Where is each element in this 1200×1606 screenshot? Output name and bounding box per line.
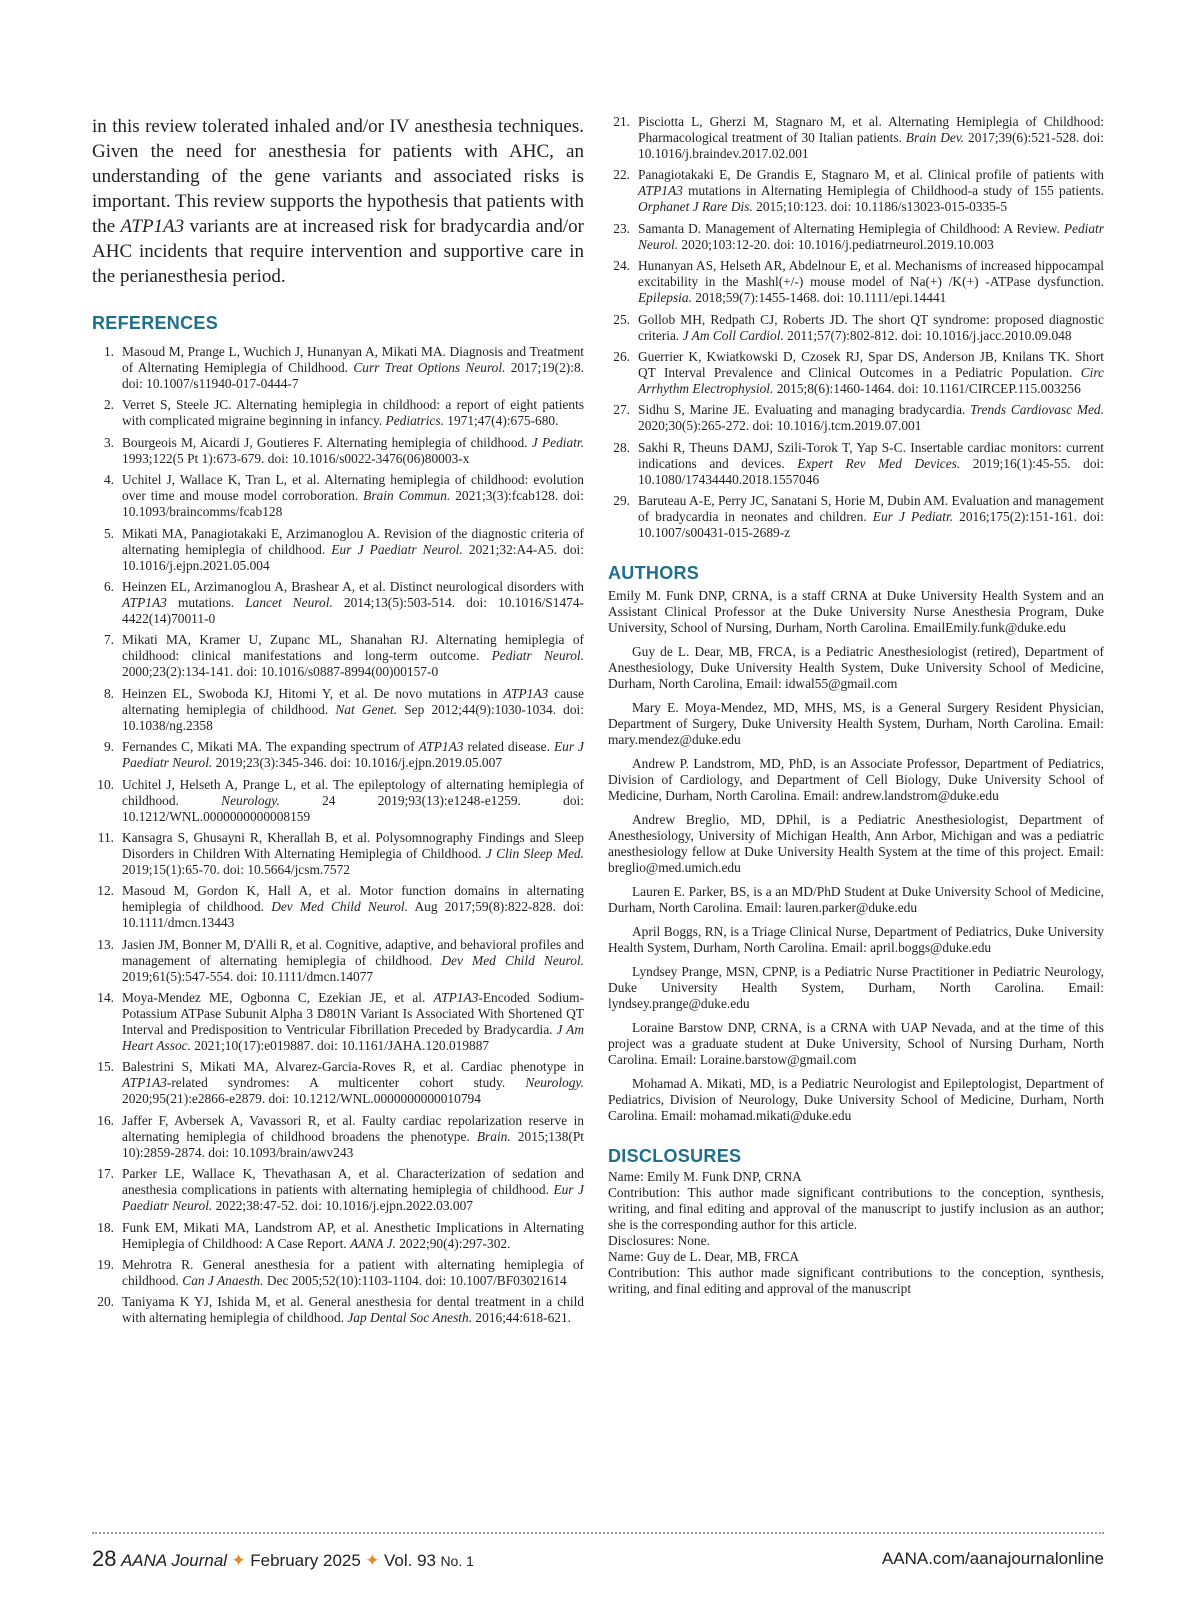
reference-number: 16. [97, 1112, 114, 1128]
reference-item [92, 579, 584, 627]
reference-text: Kansagra S, Ghusayni R, Kherallah B, et al. Polysomnography Findings and Sleep Disorders in Children With Alternating Hemiplegia of Childhood. J Clin Sleep Med. 2019;15(1):65-70. doi: 10.5664/jcsm.7572 [122, 829, 584, 877]
reference-text: Sidhu S, Marine JE. Evaluating and managing bradycardia. Trends Cardiovasc Med. 2020;30(5):265-272. doi: 10.1016/j.tcm.2019.07.001 [638, 402, 1104, 434]
reference-number: 13. [97, 936, 114, 952]
reference-item [92, 739, 584, 771]
authors-heading: AUTHORS [608, 563, 700, 584]
reference-number: 20. [97, 1294, 114, 1310]
reference-item [92, 1059, 584, 1107]
references-heading: REFERENCES [92, 313, 219, 333]
reference-item [92, 937, 584, 985]
reference-number: 11. [97, 829, 114, 845]
reference-text: Hunanyan AS, Helseth AR, Abdelnour E, et al. Mechanisms of increased hippocampal excitability in the Mashl(+/-) mouse model of Na(+) /K(+) -ATPase dysfunction. Epilepsia. 2018;59(7):1455-1468. doi: 10.1111/epi.14441 [638, 258, 1104, 306]
reference-item [92, 990, 584, 1054]
reference-text: Verret S, Steele JC. Alternating hemiplegia in childhood: a report of eight patients with complicated migraine beginning in infancy. Pediatrics. 1971;47(4):675-680. [122, 397, 584, 429]
references-list-left [92, 344, 584, 1326]
author-bio: Mary E. Moya-Mendez, MD, MHS, MS, is a General Surgery Resident Physician, Department of Surgery, Duke University Health System, Durham, North Carolina. Email: mary.mendez@duke.edu [608, 700, 1104, 748]
reference-number: 6. [103, 578, 114, 594]
author-bio: Andrew Breglio, MD, DPhil, is a Pediatric Anesthesiologist, Department of Anesthesiology, University of Michigan Health, Ann Arbor, Michigan and was a pediatric anesthesiology fellow at Duke University Health System at the time of this project. Email: breglio@med.umich.edu [608, 812, 1104, 876]
reference-item [92, 686, 584, 734]
reference-text: Bourgeois M, Aicardi J, Goutieres F. Alternating hemiplegia of childhood. J Pediatr. 1993;122(5 Pt 1):673-679. doi: 10.1016/s0022-3476(06)80003-x [122, 434, 584, 466]
reference-number: 4. [103, 472, 114, 488]
separator-icon: ✦ [231, 1551, 246, 1570]
reference-number: 18. [97, 1219, 114, 1235]
right-column [608, 114, 1104, 1297]
reference-text: Guerrier K, Kwiatkowski D, Czosek RJ, Spar DS, Anderson JB, Knilans TK. Short QT Interval Prevalence and Clinical Outcomes in a Pediatric Population. Circ Arrhythm Electrophysiol. 2015;8(6):1460-1464. doi: 10.1161/CIRCEP.115.003256 [638, 348, 1104, 396]
reference-number: 2. [103, 397, 114, 413]
reference-item [92, 830, 584, 878]
reference-text: Taniyama K YJ, Ishida M, et al. General anesthesia for dental treatment in a child with alternating hemiplegia of childhood. Jap Dental Soc Anesth. 2016;44:618-621. [122, 1294, 584, 1326]
reference-number: 10. [97, 776, 114, 792]
reference-number: 26. [613, 348, 630, 364]
reference-text: Masoud M, Gordon K, Hall A, et al. Motor function domains in alternating hemiplegia of childhood. Dev Med Child Neurol. Aug 2017;59(8):822-828. doi: 10.1111/dmcn.13443 [122, 883, 584, 931]
reference-number: 14. [97, 990, 114, 1006]
reference-item [92, 1294, 584, 1326]
disclosure-line: Disclosures: None. [608, 1233, 710, 1249]
disclosure-line: Name: Emily M. Funk DNP, CRNA [608, 1169, 802, 1185]
disclosures-section [608, 1169, 1104, 1297]
reference-number: 15. [97, 1059, 114, 1075]
reference-item [608, 221, 1104, 253]
reference-number: 3. [103, 434, 114, 450]
reference-item [608, 167, 1104, 215]
reference-text: Samanta D. Management of Alternating Hemiplegia of Childhood: A Review. Pediatr Neurol. 2020;103:12-20. doi: 10.1016/j.pediatrneurol.2019.10.003 [638, 220, 1104, 252]
reference-text: Mikati MA, Panagiotakaki E, Arzimanoglou A. Revision of the diagnostic criteria of alternating hemiplegia of childhood. Eur J Paediatr Neurol. 2021;32:A4-A5. doi: 10.1016/j.ejpn.2021.05.004 [122, 525, 584, 573]
reference-number: 29. [613, 493, 630, 509]
reference-item [92, 1166, 584, 1214]
reference-number: 7. [103, 632, 114, 648]
reference-item [608, 402, 1104, 434]
reference-number: 17. [97, 1166, 114, 1182]
reference-item [608, 493, 1104, 541]
issue-date: February 2025 [250, 1551, 361, 1570]
reference-text: Funk EM, Mikati MA, Landstrom AP, et al. Anesthetic Implications in Alternating Hemiplegia of Childhood: A Case Report. AANA J. 2022;90(4):297-302. [122, 1219, 584, 1251]
reference-item [608, 349, 1104, 397]
separator-icon: ✦ [365, 1551, 380, 1570]
reference-item [92, 397, 584, 429]
reference-number: 19. [97, 1257, 114, 1273]
issue-number: No. 1 [440, 1553, 474, 1569]
author-bio: Andrew P. Landstrom, MD, PhD, is an Associate Professor, Department of Pediatrics, Division of Cardiology, and Department of Cell Biology, Duke University School of Medicine, Durham, North Carolina. Email: andrew.landstrom@duke.edu [608, 756, 1104, 804]
reference-item [92, 435, 584, 467]
reference-text: Heinzen EL, Arzimanoglou A, Brashear A, et al. Distinct neurological disorders with ATP1A3 mutations. Lancet Neurol. 2014;13(5):503-514. doi: 10.1016/S1474-4422(14)70011-0 [122, 578, 584, 626]
reference-text: Fernandes C, Mikati MA. The expanding spectrum of ATP1A3 related disease. Eur J Paediatr Neurol. 2019;23(3):345-346. doi: 10.1016/j.ejpn.2019.05.007 [122, 739, 584, 771]
references-list-right [608, 114, 1104, 541]
reference-item [608, 258, 1104, 306]
reference-number: 28. [613, 439, 630, 455]
author-bio: Lyndsey Prange, MSN, CPNP, is a Pediatric Nurse Practitioner in Pediatric Neurology, Duke University Health System, Durham, North Carolina. Email: lyndsey.prange@duke.edu [608, 964, 1104, 1012]
page-number: 28 [92, 1546, 117, 1571]
reference-number: 23. [613, 220, 630, 236]
reference-number: 25. [613, 311, 630, 327]
reference-text: Moya-Mendez ME, Ogbonna C, Ezekian JE, et al. ATP1A3-Encoded Sodium-Potassium ATPase Subunit Alpha 3 D801N Variant Is Associated With Shortened QT Interval and Predisposition to Ventricular Fibrillation Preceded by Bradycardia. J Am Heart Assoc. 2021;10(17):e019887. doi: 10.1161/JAHA.120.019887 [122, 990, 584, 1054]
disclosure-line: Contribution: This author made significant contributions to the conception, synthesis, writing, and final editing and approval of the manuscript [608, 1265, 1104, 1297]
reference-text: Sakhi R, Theuns DAMJ, Szili-Torok T, Yap S-C. Insertable cardiac monitors: current indications and devices. Expert Rev Med Devices. 2019;16(1):45-55. doi: 10.1080/17434440.2018.1557046 [638, 439, 1104, 487]
reference-item [92, 777, 584, 825]
journal-name: AANA Journal [120, 1551, 228, 1570]
author-bio: Emily M. Funk DNP, CRNA, is a staff CRNA at Duke University Health System and an Assistant Clinical Professor at the Duke University Nurse Anesthesia Program, Duke University, School of Nursing, Durham, North Carolina. EmailEmily.funk@duke.edu [608, 588, 1104, 636]
disclosures-heading: DISCLOSURES [608, 1146, 742, 1167]
reference-number: 9. [103, 739, 114, 755]
author-bio: Loraine Barstow DNP, CRNA, is a CRNA with UAP Nevada, and at the time of this project was a graduate student at Duke University, School of Nursing Durham, North Carolina. Email: Loraine.barstow@gmail.com [608, 1020, 1104, 1068]
reference-number: 8. [103, 685, 114, 701]
reference-text: Mehrotra R. General anesthesia for a patient with alternating hemiplegia of childhood. Can J Anaesth. Dec 2005;52(10):1103-1104. doi: 10.1007/BF03021614 [122, 1257, 584, 1289]
volume: Vol. 93 [383, 1551, 436, 1570]
author-bio: April Boggs, RN, is a Triage Clinical Nurse, Department of Pediatrics, Duke University Health System, Durham, North Carolina. Email: april.boggs@duke.edu [608, 924, 1104, 956]
journal-website-link[interactable]: AANA.com/aanajournalonline [881, 1549, 1104, 1568]
reference-item [92, 1113, 584, 1161]
reference-text: Heinzen EL, Swoboda KJ, Hitomi Y, et al. De novo mutations in ATP1A3 cause alternating hemiplegia of childhood. Nat Genet. Sep 2012;44(9):1030-1034. doi: 10.1038/ng.2358 [122, 685, 584, 733]
author-bio: Mohamad A. Mikati, MD, is a Pediatric Neurologist and Epileptologist, Department of Pediatrics, Division of Neurology, Duke University School of Medicine, Durham, North Carolina. Email: mohamad.mikati@duke.edu [608, 1076, 1104, 1124]
reference-item [92, 472, 584, 520]
reference-number: 21. [613, 114, 630, 129]
reference-text: Gollob MH, Redpath CJ, Roberts JD. The short QT syndrome: proposed diagnostic criteria. J Am Coll Cardiol. 2011;57(7):802-812. doi: 10.1016/j.jacc.2010.09.048 [638, 311, 1104, 343]
reference-text: Uchitel J, Wallace K, Tran L, et al. Alternating hemiplegia of childhood: evolution over time and mouse model corroboration. Brain Commun. 2021;3(3):fcab128. doi: 10.1093/braincomms/fcab128 [122, 472, 584, 520]
reference-text: Jaffer F, Avbersek A, Vavassori R, et al. Faulty cardiac repolarization reserve in alternating hemiplegia of childhood broadens the phenotype. Brain. 2015;138(Pt 10):2859-2874. doi: 10.1093/brain/awv243 [122, 1112, 585, 1160]
reference-item [92, 1257, 584, 1289]
page-footer [92, 1546, 1104, 1576]
reference-item [92, 344, 584, 392]
reference-item [92, 1220, 584, 1252]
disclosure-line: Contribution: This author made significant contributions to the conception, synthesis, writing, and final editing and approval of the manuscript to justify inclusion as an author; she is the corresponding author for this article. [608, 1185, 1104, 1233]
reference-text: Mikati MA, Kramer U, Zupanc ML, Shanahan RJ. Alternating hemiplegia of childhood: clinical manifestations and long-term outcome. Pediatr Neurol. 2000;23(2):134-141. doi: 10.1016/s0887-8994(00)00157-0 [122, 632, 584, 680]
reference-text: Balestrini S, Mikati MA, Alvarez-Garcia-Roves R, et al. Cardiac phenotype in ATP1A3-related syndromes: A multicenter cohort study. Neurology. 2020;95(21):e2866-e2879. doi: 10.1212/WNL.0000000000010794 [122, 1059, 584, 1107]
reference-number: 5. [103, 525, 114, 541]
reference-number: 1. [103, 344, 114, 359]
reference-item [92, 526, 584, 574]
reference-item [608, 312, 1104, 344]
reference-text: Baruteau A-E, Perry JC, Sanatani S, Horie M, Dubin AM. Evaluation and management of bradycardia in neonates and children. Eur J Pediatr. 2016;175(2):151-161. doi: 10.1007/s00431-015-2689-z [638, 493, 1104, 541]
reference-text: Pisciotta L, Gherzi M, Stagnaro M, et al. Alternating Hemiplegia of Childhood: Pharmacological treatment of 30 Italian patients. Brain Dev. 2017;39(6):521-528. doi: 10.1016/j.braindev.2017.02.001 [638, 114, 1105, 161]
footer-divider [92, 1532, 1104, 1534]
reference-text: Masoud M, Prange L, Wuchich J, Hunanyan A, Mikati MA. Diagnosis and Treatment of Alternating Hemiplegia of Childhood. Curr Treat Options Neurol. 2017;19(2):8. doi: 10.1007/s11940-017-0444-7 [122, 344, 584, 391]
left-column [92, 114, 584, 1332]
reference-number: 22. [613, 167, 630, 183]
author-bio: Guy de L. Dear, MB, FRCA, is a Pediatric Anesthesiologist (retired), Department of Anesthesiology, Duke University Health System, Duke University School of Medicine, Durham, North Carolina, Email: idwal55@gmail.com [608, 644, 1104, 692]
reference-number: 27. [613, 402, 630, 418]
reference-item [92, 883, 584, 931]
intro-paragraph: in this review tolerated inhaled and/or IV anesthesia techniques. Given the need for anesthesia for patients with AHC, an understanding of the gene variants and associated risks is important. This review supports the hypothesis that patients with the ATP1A3 variants are at increased risk for bradycardia and/or AHC incidents that require intervention and supportive care in the perianesthesia period. [92, 116, 585, 287]
authors-section [608, 588, 1104, 1124]
author-bio: Lauren E. Parker, BS, is a an MD/PhD Student at Duke University School of Medicine, Durham, North Carolina. Email: lauren.parker@duke.edu [608, 884, 1104, 916]
reference-item [608, 440, 1104, 488]
reference-text: Uchitel J, Helseth A, Prange L, et al. The epileptology of alternating hemiplegia of childhood. Neurology. 24 2019;93(13):e1248-e1259. doi: 10.1212/WNL.0000000000008159 [122, 776, 584, 824]
reference-number: 12. [97, 883, 114, 899]
disclosure-line: Name: Guy de L. Dear, MB, FRCA [608, 1249, 799, 1265]
reference-item [92, 632, 584, 680]
reference-text: Panagiotakaki E, De Grandis E, Stagnaro M, et al. Clinical profile of patients with ATP1A3 mutations in Alternating Hemiplegia of Childhood-a study of 155 patients. Orphanet J Rare Dis. 2015;10:123. doi: 10.1186/s13023-015-0335-5 [638, 167, 1104, 215]
reference-number: 24. [613, 258, 630, 274]
reference-text: Jasien JM, Bonner M, D'Alli R, et al. Cognitive, adaptive, and behavioral profiles and management of alternating hemiplegia of childhood. Dev Med Child Neurol. 2019;61(5):547-554. doi: 10.1111/dmcn.14077 [122, 936, 584, 984]
reference-text: Parker LE, Wallace K, Thevathasan A, et al. Characterization of sedation and anesthesia complications in patients with alternating hemiplegia of childhood. Eur J Paediatr Neurol. 2022;38:47-52. doi: 10.1016/j.ejpn.2022.03.007 [122, 1166, 584, 1214]
reference-item [608, 114, 1104, 162]
